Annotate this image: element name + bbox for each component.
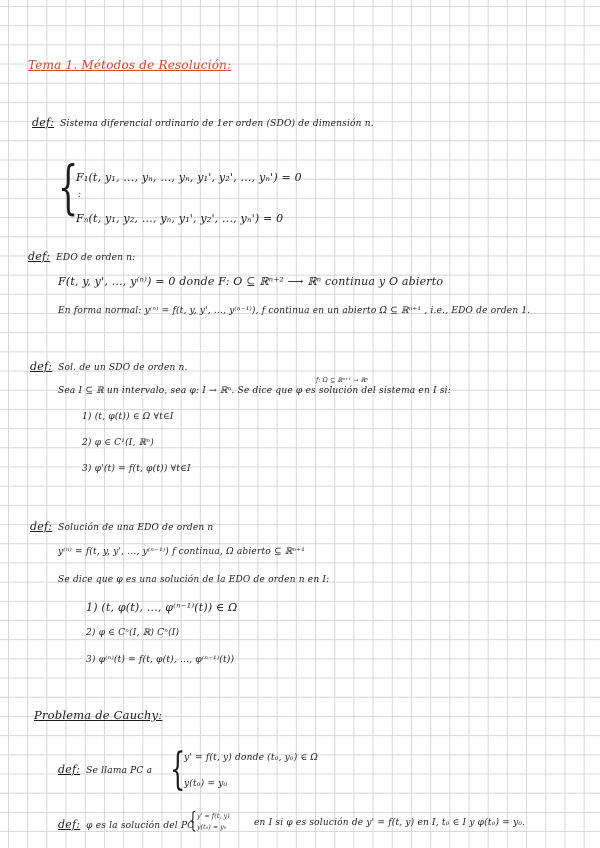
condition-2: 2) φ ∈ C¹(I, ℝⁿ): [82, 438, 154, 448]
definition-cauchy-solution: [58, 818, 194, 831]
condition-1: 1) (t, φ(t), ..., φ⁽ⁿ⁻¹⁾(t)) ∈ Ω: [86, 601, 238, 614]
definition-text: φ es la solución del PC: [86, 821, 195, 831]
vertical-dots: :: [78, 190, 82, 200]
left-brace: {: [170, 744, 186, 795]
def-label: def:: [58, 763, 81, 776]
def-label: def:: [30, 520, 53, 533]
equation-n: Fₙ(t, y₁, y₂, ..., yₙ, y₁', y₂', ..., yₙ') = 0: [76, 212, 284, 225]
cauchy-initial-condition: y(t₀) = y₀: [184, 779, 228, 789]
def-label: def:: [28, 250, 51, 263]
cauchy-equation: y' = f(t, y) donde (t₀, y₀) ∈ Ω: [184, 753, 319, 763]
def-label: def:: [32, 116, 55, 129]
condition-3: 3) φ⁽ⁿ⁾(t) = f(t, φ(t), ..., φ⁽ⁿ⁻¹⁾(t)): [86, 655, 235, 665]
definition-text: EDO de orden n:: [56, 253, 136, 263]
definition-text: Solución de una EDO de orden n: [58, 523, 214, 533]
condition-1: 1) (t, φ(t)) ∈ Ω ∀t∈I: [82, 412, 174, 422]
pc-solution-condition: en I si φ es solución de y' = f(t, y) en I, t₀ ∈ I y φ(t₀) = y₀.: [254, 818, 526, 828]
page-title: Tema 1. Métodos de Resolución:: [28, 58, 232, 72]
pc-equation: y' = f(t, y): [197, 813, 230, 820]
definition-text: Se llama PC a: [86, 766, 153, 776]
function-annotation: f: Ω ⊆ ℝⁿ⁺¹ → ℝⁿ: [316, 377, 369, 384]
definition-text: Sol. de un SDO de orden n.: [58, 363, 188, 373]
edo-implicit-form: F(t, y, y', ..., y⁽ⁿ⁾) = 0 donde F: O ⊆ ℝⁿ⁺² ⟶ ℝⁿ continua y O abierto: [58, 275, 444, 288]
def-label: def:: [58, 818, 81, 831]
condition-3: 3) φ'(t) = f(t, φ(t)) ∀t∈I: [82, 464, 191, 474]
left-brace: {: [58, 153, 79, 221]
definition-edo: [28, 250, 135, 263]
edo-normal-form: En forma normal: y⁽ⁿ⁾ = f(t, y, y', ..., y⁽ⁿ⁻¹⁾), f continua en un abierto Ω ⊆ ℝⁿ⁺¹ , i.e., EDO de orden 1.: [58, 306, 531, 316]
section-heading: Problema de Cauchy:: [34, 708, 163, 722]
left-brace: {: [189, 809, 197, 834]
solution-statement: Se dice que φ es una solución de la EDO de orden n en I:: [58, 575, 330, 585]
def-label: def:: [30, 360, 53, 373]
definition-solution-sdo: [30, 360, 188, 373]
condition-2: 2) φ ∈ Cⁿ(I, ℝ) Cⁿ(I): [86, 628, 180, 638]
definition-text: Sistema diferencial ordinario de 1er orden (SDO) de dimensión n.: [60, 119, 374, 129]
edo-equation: y⁽ⁿ⁾ = f(t, y, y', ..., y⁽ⁿ⁻¹⁾) f continua, Ω abierto ⊆ ℝⁿ⁺¹: [58, 547, 306, 557]
equation-1: F₁(t, y₁, ..., yₙ, ..., yₙ, y₁', y₂', ..., yₙ') = 0: [76, 171, 302, 184]
solution-statement: Sea I ⊆ ℝ un intervalo, sea φ: I → ℝⁿ. Se dice que φ es solución del sistema en I si:: [58, 386, 451, 396]
definition-solution-edo: [30, 520, 213, 533]
pc-initial-condition: y(t₀) = y₀: [197, 824, 227, 831]
definition-cauchy: [58, 763, 152, 776]
definition-sdo: [32, 116, 374, 129]
